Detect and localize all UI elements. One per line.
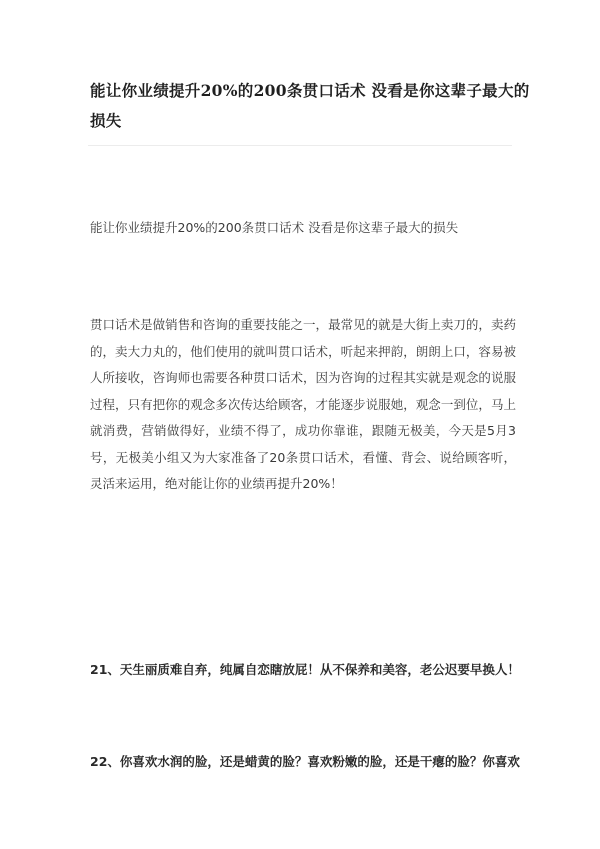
script-item-22: 22、你喜欢水润的脸，还是蜡黄的脸？喜欢粉嫩的脸，还是干瘪的脸？你喜欢 [90,754,520,769]
article-subtitle: 能让你业绩提升20%的200条贯口话术 没看是你这辈子最大的损失 [90,220,459,235]
article-title: 能让你业绩提升20%的200条贯口话术 没看是你这辈子最大的损失 [90,81,530,130]
script-item-21: 21、天生丽质难自弃，纯属自恋瞎放屁！从不保养和美容，老公迟要早换人！ [90,662,520,677]
intro-paragraph: 贯口话术是做销售和咨询的重要技能之一，最常见的就是大街上卖刀的，卖药的，卖大力丸的，他们使用的就叫贯口话术，听起来押韵，朗朗上口，容易被人所接收，咨询师也需要各种贯口话术，因为咨询的过程其实就是观念的说服过程，只有把你的观念多次传达给顾客，才能逐步说服她，观念一到位，马上就消费，营销做得好，业绩不得了，成功你靠谁，跟随无极美，今天是5月3号，无极美小组又为大家准备了20条贯口话术，看懂、背会、说给顾客听，灵活来运用，绝对能让你的业绩再提升20%！ [90,317,516,491]
title-divider [88,145,512,146]
